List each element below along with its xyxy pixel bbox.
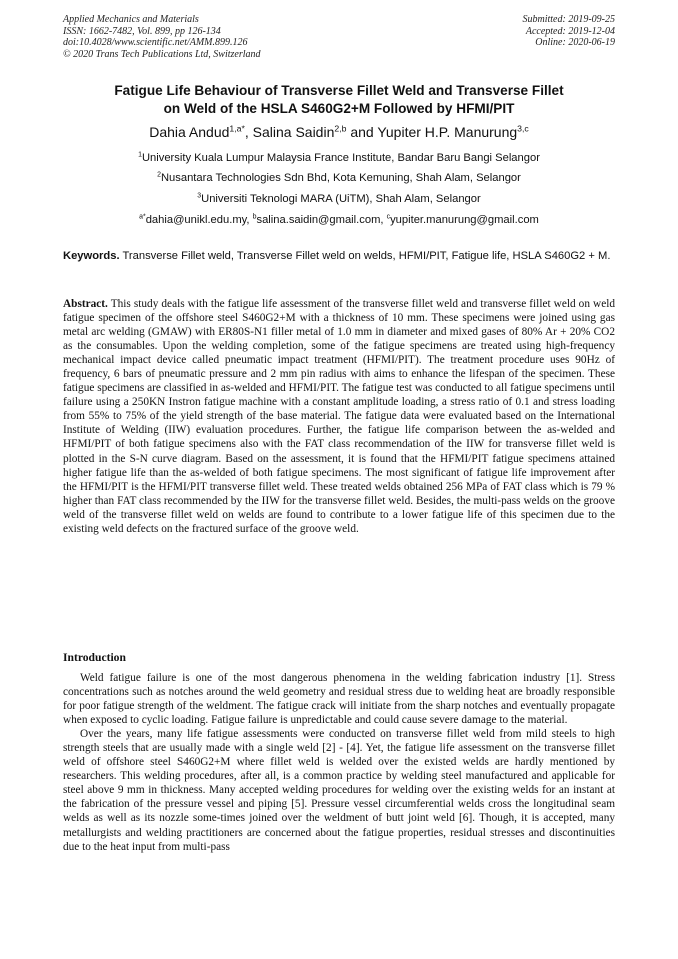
email-link[interactable]: yupiter.manurung@gmail.com xyxy=(390,214,539,226)
submitted-date: Submitted: 2019-09-25 xyxy=(522,14,615,25)
author-name: Salina Saidin xyxy=(252,124,335,140)
keywords-label: Keywords. xyxy=(63,250,120,262)
affiliation-2 xyxy=(40,171,638,185)
email-superscript: c xyxy=(386,213,391,221)
keywords-block xyxy=(63,249,615,264)
affiliation-superscript: 2 xyxy=(157,171,161,179)
keywords-text: Transverse Fillet weld, Transverse Fillet weld on welds, HFMI/PIT, Fatigue life, HSLA S460G2 + M. xyxy=(119,250,611,262)
abstract-label: Abstract. xyxy=(63,298,108,310)
affiliation-text: Nusantara Technologies Sdn Bhd, Kota Kemuning, Shah Alam, Selangor xyxy=(160,172,521,184)
affiliation-superscript: 3 xyxy=(197,192,202,200)
email-superscript: b xyxy=(252,213,257,221)
abstract-text: This study deals with the fatigue life assessment of the transverse fillet weld and transverse fillet weld on weld fatigue specimen of the offshore steel S460G2+M with a thickness of 10 mm. These specimens were joined using gas metal arc welding (GMAW) with ER80S-N1 filler metal of 1.0 mm in diameter and mixed gases of 80% Ar + 20% CO2 as the consumables. Upon the welding completion, some of the fatigue specimens are treated using high-frequency mechanical impact device called pneumatic impact treatment (HFMI/PIT). The treatment procedure uses 90Hz of frequency, 6 bars of pneumatic pressure and 2 mm pin radius with aims to enhance the lifespan of the specimen. These fatigue specimens are classified in as-welded and HFMI/PIT. The fatigue test was conducted to all fatigue specimens until failure using a 250KN Instron fatigue machine with a constant amplitude loading, a stress ratio of 0.1 and stress loading from 55% to 75% of the yield strength of the base material. The fatigue data were evaluated based on the International Institute of Welding (IIW) evaluation procedures. Further, the fatigue life comparison between the as-welded and HFMI/PIT of both fatigue specimens also with the FAT class recommendation of the IIW for transverse fillet weld is plotted in the S-N curve diagram. Based on the assessment, it is found that the HFMI/PIT fatigue specimens attained higher fatigue life than the as-welded of both fatigue specimens. The most significant of fatigue life improvement after the HFMI/PIT is the HFMI/PIT transverse fillet weld. These treated welds obtained 256 MPa of FAT class which is 79 % higher than FAT class recommended by the IIW for the transverse fillet weld. Besides, the multi-pass welds on the groove weld of the transverse fillet weld on welds are found to contribute to a lower fatigue life of this specimen due to the existing weld defects on the fractured surface of the groove weld. xyxy=(63,298,615,535)
affiliation-text: University Kuala Lumpur Malaysia France Institute, Bandar Baru Bangi Selangor xyxy=(141,152,540,164)
affiliation-superscript: 1 xyxy=(138,151,142,159)
email-superscript: a* xyxy=(139,213,146,221)
introduction-body xyxy=(63,671,615,854)
affiliation-1 xyxy=(40,151,638,165)
copyright-line: © 2020 Trans Tech Publications Ltd, Switzerland xyxy=(63,48,261,60)
dates-header xyxy=(523,14,616,49)
email-line xyxy=(40,213,638,227)
author-superscript: 2,b xyxy=(334,123,347,134)
doi-line[interactable]: doi:10.4028/www.scientific.net/AMM.899.126 xyxy=(63,37,248,48)
title-line-2: on Weld of the HSLA S460G2+M Followed by HFMI/PIT xyxy=(163,101,515,116)
journal-header xyxy=(63,14,261,60)
email-link[interactable]: salina.saidin@gmail.com, xyxy=(256,214,387,226)
author-superscript: 3,c xyxy=(517,123,529,134)
section-heading-introduction: Introduction xyxy=(63,651,126,664)
affiliation-3 xyxy=(40,192,638,206)
journal-name: Applied Mechanics and Materials xyxy=(63,14,199,25)
introduction-paragraph: Over the years, many life fatigue assessments were conducted on transverse fillet weld from mild steels to high strength steels that are usually made with a single weld [2] - [4]. Yet, the fatigue life assessment on the transverse fillet weld of offshore steel S460G2+M where fillet weld is welded over the existed welds are hardly mentioned by researchers. This welding procedures, after all, is a common practice by welding steel manufactured and applicable for steel above 9 mm in thickness. Many accepted welding procedures for welding over the existing welds for an instant at the fabrication of the pressure vessel and piping [5]. Pressure vessel circumferential welds cross the longitudinal seam welds as well as its nozzle some-times joined over the weldment of butt joint weld [6]. Though, it is accepted, many metallurgists and welding practitioners are concerned about the fatigue properties, residual stresses and discontinuities due to the heat input from multi-pass xyxy=(63,728,615,853)
online-date: Online: 2020-06-19 xyxy=(535,37,615,48)
author-name: Yupiter H.P. Manurung xyxy=(377,124,518,140)
title-line-1: Fatigue Life Behaviour of Transverse Fillet Weld and Transverse Fillet xyxy=(114,83,564,98)
accepted-date: Accepted: 2019-12-04 xyxy=(525,25,615,37)
author-name: Dahia Andud xyxy=(149,124,230,140)
issn-line: ISSN: 1662-7482, Vol. 899, pp 126-134 xyxy=(63,25,221,37)
author-separator: , xyxy=(244,124,253,140)
paper-title xyxy=(50,82,628,118)
affiliation-text: Universiti Teknologi MARA (UiTM), Shah Alam, Selangor xyxy=(201,193,481,205)
author-list xyxy=(40,123,638,141)
author-superscript: 1,a* xyxy=(229,123,245,134)
author-separator: and xyxy=(346,124,378,140)
abstract-block xyxy=(63,297,615,536)
introduction-paragraph: Weld fatigue failure is one of the most dangerous phenomena in the welding fabrication industry [1]. Stress concentrations such as notches around the weld geometry and residual stress due to welding heat are broadly responsible for poor fatigue strength of the weldment. The fatigue crack will initiate from the sharp notches and eventually propagate when exposed to cyclic loading. Fatigue failure is unpredictable and could cause severe damage to the material. xyxy=(63,672,615,727)
email-link[interactable]: dahia@unikl.edu.my, xyxy=(145,214,253,226)
